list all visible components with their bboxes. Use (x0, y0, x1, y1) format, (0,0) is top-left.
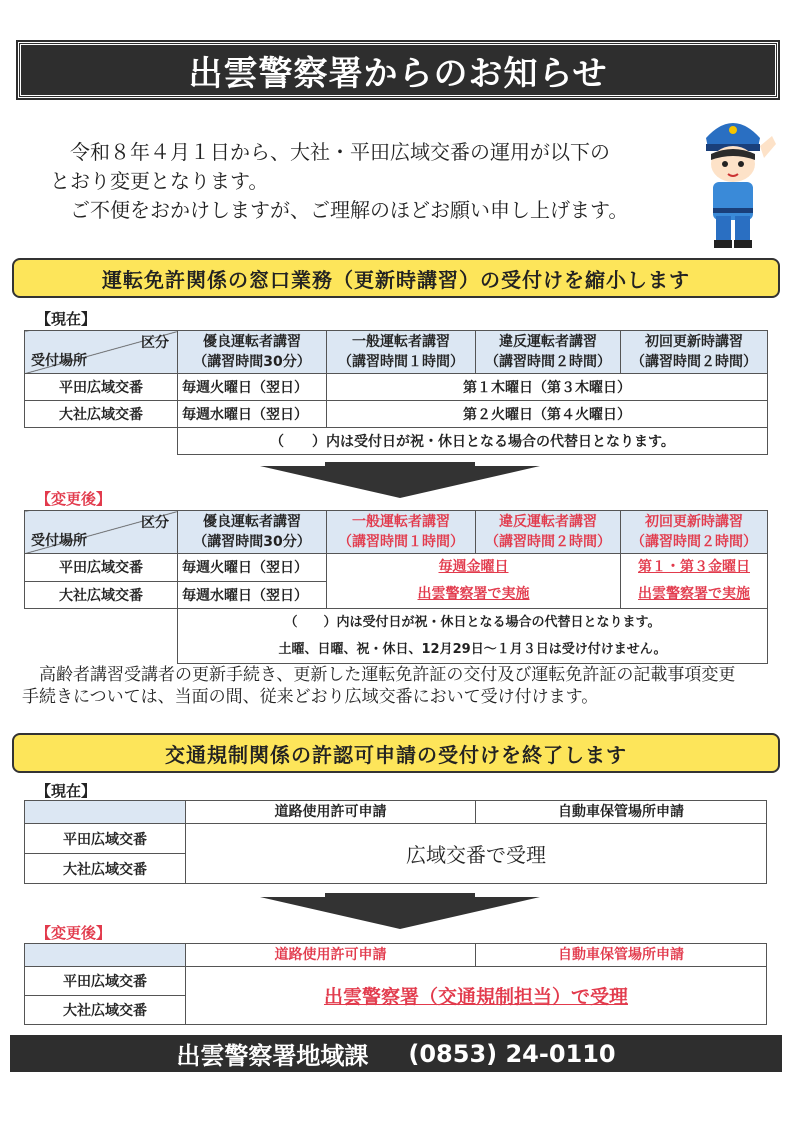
footer-dept: 出雲警察署地域課 (176, 1042, 369, 1070)
page-title: 出雲警察署からのお知らせ (18, 42, 778, 98)
footer-phone: (0853) 24-0110 (408, 1039, 616, 1068)
category-label: 区分 (141, 335, 169, 351)
table-row: 大社広域交番 毎週水曜日（翌日） (25, 581, 768, 609)
col-general: 一般運転者講習 （講習時間１時間） (327, 511, 476, 554)
down-arrow-icon (250, 893, 550, 929)
after-value: 出雲警察署（交通規制担当）で受理 (186, 967, 767, 1025)
col-violation: 違反運転者講習 （講習時間２時間） (476, 331, 621, 374)
note: （ ）内は受付日が祝・休日となる場合の代替日となります。 土曜、日曜、祝・休日、12月29日～１月３日は受け付けません。 (178, 609, 768, 664)
col-excellent: 優良運転者講習 （講習時間30分） (178, 511, 327, 554)
current-value: 広域交番で受理 (186, 824, 767, 884)
place-label: 受付場所 (31, 353, 87, 369)
after-general-cell: 毎週金曜日 出雲警察署で実施 (327, 554, 621, 609)
header-diagonal-cell (25, 331, 178, 374)
col-general: 一般運転者講習 （講習時間１時間） (327, 331, 476, 374)
table-row: 大社広域交番 毎週水曜日（翌日） 第２火曜日（第４火曜日） (25, 401, 768, 428)
police-mascot-icon (688, 108, 778, 253)
col-excellent: 優良運転者講習 （講習時間30分） (178, 331, 327, 374)
col-violation: 違反運転者講習 （講習時間２時間） (476, 511, 621, 554)
after-label: 【変更後】 (36, 490, 112, 508)
current-lecture-table (24, 330, 768, 455)
down-arrow-icon (250, 462, 550, 498)
section2-banner: 交通規制関係の許認可申請の受付けを終了します (12, 733, 780, 773)
col-initial: 初回更新時講習 （講習時間２時間） (621, 331, 768, 374)
current-label: 【現在】 (36, 310, 97, 328)
after-permit-table: 道路使用許可申請 自動車保管場所申請 平田広域交番 出雲警察署（交通規制担当）で受理 大社広域交番 (24, 943, 767, 1025)
col-initial: 初回更新時講習 （講習時間２時間） (621, 511, 768, 554)
table-row: 平田広域交番 毎週火曜日（翌日） 第１木曜日（第３木曜日） (25, 374, 768, 401)
header-diagonal-cell: 区分 受付場所 (25, 511, 178, 554)
after-label-2: 【変更後】 (36, 924, 112, 942)
section1-banner: 運転免許関係の窓口業務（更新時講習）の受付けを縮小します (12, 258, 780, 298)
after-initial-cell: 第１・第３金曜日 出雲警察署で実施 (621, 554, 768, 609)
after-lecture-table (24, 510, 768, 664)
paragraph: 高齢者講習受講者の更新手続き、更新した運転免許証の交付及び運転免許証の記載事項変更 手続きについては、当面の間、従来どおり広域交番において受け付けます。 (22, 665, 736, 707)
note: （ ）内は受付日が祝・休日となる場合の代替日となります。 (178, 428, 768, 455)
intro-text: 令和８年４月１日から、大社・平田広域交番の運用が以下の とおり変更となります。 ご不便をおかけしますが、ご理解のほどお願い申し上げます。 (50, 140, 629, 222)
current-permit-table: 道路使用許可申請 自動車保管場所申請 平田広域交番 広域交番で受理 大社広域交番 (24, 800, 767, 884)
table-row: 平田広域交番 毎週火曜日（翌日） 毎週金曜日 出雲警察署で実施 第１・第３金曜日 出雲警察署で実施 (25, 554, 768, 582)
footer-contact (10, 1035, 782, 1072)
current-label-2: 【現在】 (36, 782, 97, 800)
